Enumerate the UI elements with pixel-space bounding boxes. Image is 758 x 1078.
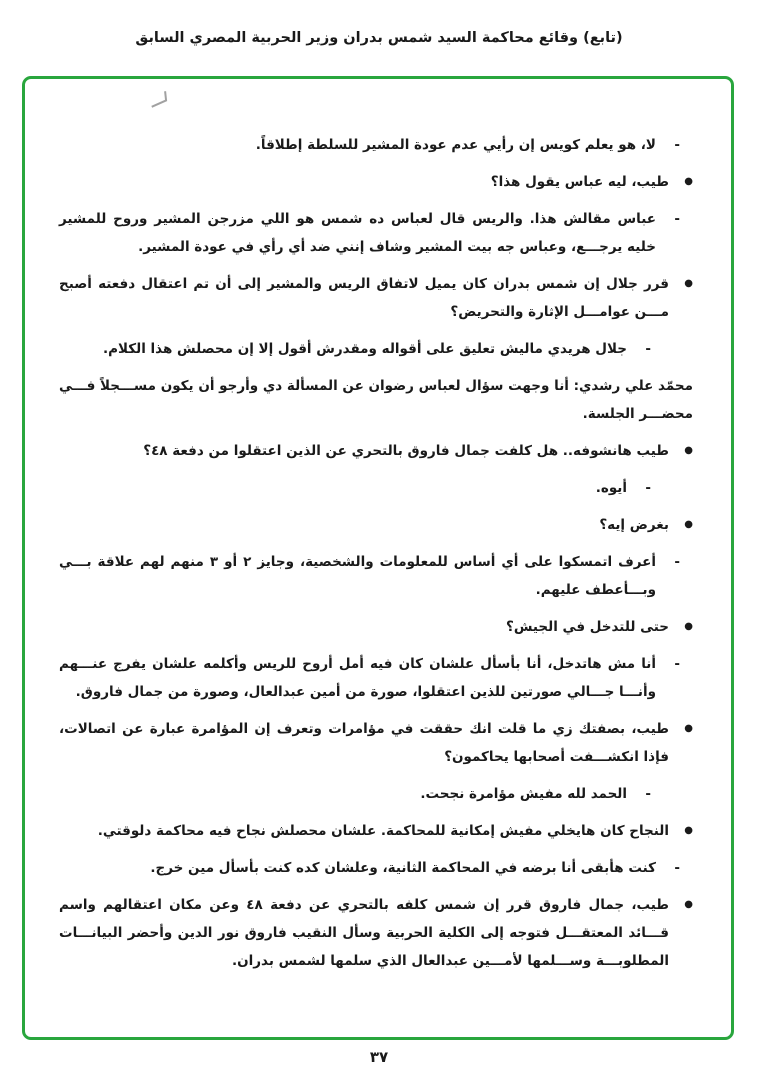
transcript [59, 131, 693, 984]
paragraph-text: طيب، بصفتك زي ما قلت انك حققت في مؤامرات وتعرف إن المؤامرة عبارة عن اتصالات، فإذا انكشـــفت أصحابها يحاكمون؟ [59, 721, 669, 765]
question-item [59, 891, 693, 975]
speaker-paragraph [59, 372, 693, 428]
paragraph-text: كنت هأبقى أنا برضه في المحاكمة الثانية، وعلشان كده كنت بأسأل مين خرج. [150, 860, 656, 876]
bullet-marker: ● [684, 621, 693, 632]
page-header: (تابع) وقائع محاكمة السيد شمس بدران وزير الحربية المصري السابق [135, 30, 623, 46]
answer-item [59, 205, 680, 261]
paragraph-text: لا، هو يعلم كويس إن رأيي عدم عودة المشير للسلطة إطلاقاً. [255, 137, 656, 153]
question-item [59, 817, 693, 845]
question-item [59, 613, 693, 641]
answer-item [59, 474, 651, 502]
paragraph-text: طيب هانشوفه.. هل كلفت جمال فاروق بالتحري عن الذين اعتقلوا من دفعة ٤٨؟ [143, 443, 669, 459]
answer-item [59, 548, 680, 604]
bullet-marker: ● [684, 519, 693, 530]
paragraph-text: أنا مش هاتدخل، أنا بأسأل علشان كان فيه أمل أروح للريس وأكلمه علشان يفرج عنـــهم وأنـــا جـــالي صورتين للذين اعتقلوا، صورة من أمين عبدالعال، وصورة من جمال فاروق. [59, 656, 656, 700]
question-item [59, 168, 693, 196]
bullet-marker: ● [684, 445, 693, 456]
dash-marker: - [645, 480, 651, 496]
dash-marker: - [674, 554, 680, 570]
paragraph-text: بغرض إيه؟ [599, 517, 669, 533]
paragraph-text: محمّد علي رشدي: أنا وجهت سؤال لعباس رضوان عن المسألة دي وأرجو أن يكون مســـجلاً فـــي محضـــر الجلسة. [59, 378, 693, 422]
scan-mark [147, 90, 166, 107]
question-item [59, 437, 693, 465]
question-item [59, 270, 693, 326]
dash-marker: - [645, 786, 651, 802]
answer-item [59, 131, 680, 159]
page-border-frame [22, 76, 734, 1040]
paragraph-text: جلال هريدي ماليش تعليق على أقواله ومقدرش أقول إلا إن محصلش هذا الكلام. [103, 341, 627, 357]
dash-marker: - [674, 137, 680, 153]
dash-marker: - [674, 656, 680, 672]
paragraph-text: أعرف اتمسكوا على أي أساس للمعلومات والشخصية، وجايز ٢ أو ٣ منهم لهم علاقة بـــي وبـــأعطف عليهم. [59, 554, 657, 598]
answer-item [59, 650, 680, 706]
paragraph-text: طيب، جمال فاروق قرر إن شمس كلفه بالتحري عن دفعة ٤٨ وعن مكان اعتقالهم واسم قـــائد المعتقـــل فتوجه إلى الكلية الحربية وسأل النقيب فاروق نور الدين وأحضر البيانـــات المطلوبـــة وســـلمها لأمـــين عبدالعال الذي سلمها لشمس بدران. [59, 897, 669, 969]
question-item [59, 715, 693, 771]
dash-marker: - [674, 860, 680, 876]
dash-marker: - [645, 341, 651, 357]
bullet-marker: ● [684, 278, 693, 289]
paragraph-text: قرر جلال إن شمس بدران كان يميل لاتفاق الريس والمشير إلى أن تم اعتقال دفعته أصبح مـــن عوامـــل الإثارة والتحريض؟ [59, 276, 669, 320]
answer-item [59, 335, 651, 363]
paragraph-text: طيب، ليه عباس يقول هذا؟ [490, 174, 669, 190]
bullet-marker: ● [684, 825, 693, 836]
paragraph-text: النجاح كان هايخلي مفيش إمكانية للمحاكمة. علشان محصلش نجاح فيه محاكمة دلوقتي. [97, 823, 669, 839]
answer-item [59, 780, 651, 808]
bullet-marker: ● [684, 723, 693, 734]
paragraph-text: حتى للتدخل في الجيش؟ [505, 619, 669, 635]
paragraph-text: أيوه. [595, 480, 627, 496]
answer-item [59, 854, 680, 882]
paragraph-text: الحمد لله مفيش مؤامرة نجحت. [420, 786, 627, 802]
bullet-marker: ● [684, 899, 693, 910]
bullet-marker: ● [684, 176, 693, 187]
question-item [59, 511, 693, 539]
paragraph-text: عباس مقالش هذا. والريس قال لعباس ده شمس هو اللي مزرجن المشير وروح للمشير خليه يرجـــع، وعباس جه بيت المشير وشاف إنني ضد أي رأي في عودة المشير. [59, 211, 656, 255]
dash-marker: - [674, 211, 680, 227]
page-number: ٣٧ [369, 1048, 389, 1066]
